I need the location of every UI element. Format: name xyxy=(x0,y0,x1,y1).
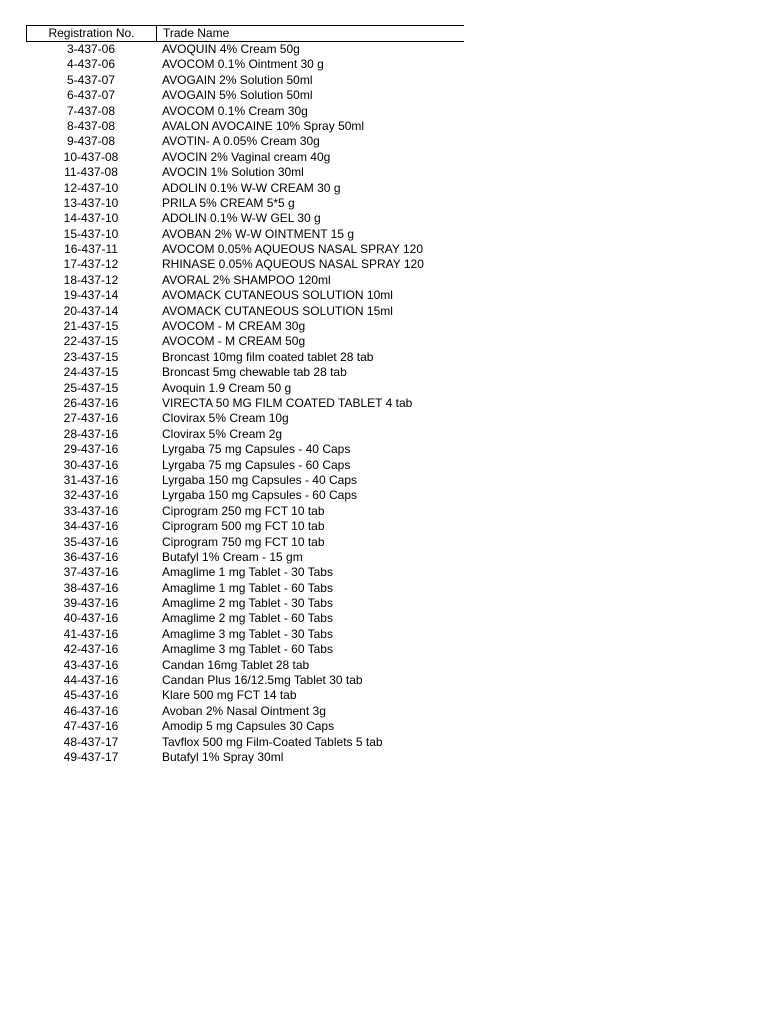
trade-name-cell: RHINASE 0.05% AQUEOUS NASAL SPRAY 120 xyxy=(162,257,424,272)
table-row xyxy=(26,750,464,765)
table-row xyxy=(26,150,464,165)
table-row xyxy=(26,104,464,119)
trade-name-cell: Lyrgaba 150 mg Capsules - 40 Caps xyxy=(162,472,357,487)
trade-name-cell: Amaglime 3 mg Tablet - 30 Tabs xyxy=(162,626,333,641)
registration-no-cell: 18-437-12 xyxy=(63,272,119,287)
table-row xyxy=(26,350,464,365)
registration-no-cell: 40-437-16 xyxy=(63,611,119,626)
registration-no-cell: 30-437-16 xyxy=(63,457,119,472)
registration-no-cell: 34-437-16 xyxy=(63,519,119,534)
table-row xyxy=(26,273,464,288)
registration-no-cell: 48-437-17 xyxy=(63,734,119,749)
table-row xyxy=(26,458,464,473)
table-row xyxy=(26,704,464,719)
table-row xyxy=(26,365,464,380)
trade-name-cell: Amodip 5 mg Capsules 30 Caps xyxy=(162,719,335,734)
trade-name-cell: Broncast 10mg film coated tablet 28 tab xyxy=(162,349,374,364)
registration-no-cell: 26-437-16 xyxy=(63,395,119,410)
table-row xyxy=(26,42,464,57)
trade-name-cell: Clovirax 5% Cream 10g xyxy=(162,411,289,426)
trade-name-cell: Amaglime 3 mg Tablet - 60 Tabs xyxy=(162,642,333,657)
registration-no-cell: 5-437-07 xyxy=(66,72,116,87)
table-row xyxy=(26,288,464,303)
table-row xyxy=(26,119,464,134)
table-row xyxy=(26,227,464,242)
trade-name-cell: AVOTIN- A 0.05% Cream 30g xyxy=(162,134,320,149)
trade-name-cell: VIRECTA 50 MG FILM COATED TABLET 4 tab xyxy=(162,395,413,410)
header-registration-no: Registration No. xyxy=(27,26,157,41)
registration-no-cell: 37-437-16 xyxy=(63,565,119,580)
registration-no-cell: 13-437-10 xyxy=(63,195,119,210)
trade-name-cell: Amaglime 2 mg Tablet - 60 Tabs xyxy=(162,611,333,626)
trade-name-cell: Butafyl 1% Spray 30ml xyxy=(162,749,284,764)
registration-no-cell: 43-437-16 xyxy=(63,657,119,672)
trade-name-cell: AVOGAIN 2% Solution 50ml xyxy=(162,72,313,87)
trade-name-cell: AVOCIN 1% Solution 30ml xyxy=(162,165,304,180)
table-row xyxy=(26,627,464,642)
table-row xyxy=(26,304,464,319)
registration-no-cell: 42-437-16 xyxy=(63,642,119,657)
trade-name-cell: Butafyl 1% Cream - 15 gm xyxy=(162,549,303,564)
trade-name-cell: AVOMACK CUTANEOUS SOLUTION 10ml xyxy=(162,288,393,303)
registration-no-cell: 49-437-17 xyxy=(63,749,119,764)
registration-no-cell: 22-437-15 xyxy=(63,334,119,349)
table-row xyxy=(26,473,464,488)
table-row xyxy=(26,550,464,565)
table-row xyxy=(26,658,464,673)
table-row xyxy=(26,642,464,657)
table-row xyxy=(26,504,464,519)
registration-table xyxy=(26,25,464,765)
registration-no-cell: 46-437-16 xyxy=(63,703,119,718)
trade-name-cell: Amaglime 2 mg Tablet - 30 Tabs xyxy=(162,596,333,611)
registration-no-cell: 17-437-12 xyxy=(63,257,119,272)
registration-no-cell: 27-437-16 xyxy=(63,411,119,426)
table-row xyxy=(26,719,464,734)
trade-name-cell: PRILA 5% CREAM 5*5 g xyxy=(162,195,295,210)
table-row xyxy=(26,257,464,272)
table-header xyxy=(26,25,464,42)
trade-name-cell: AVOBAN 2% W-W OINTMENT 15 g xyxy=(162,226,355,241)
trade-name-cell: AVOCOM - M CREAM 30g xyxy=(162,319,306,334)
registration-no-cell: 24-437-15 xyxy=(63,365,119,380)
header-trade-name: Trade Name xyxy=(163,26,230,40)
table-row xyxy=(26,181,464,196)
registration-no-cell: 35-437-16 xyxy=(63,534,119,549)
registration-no-cell: 29-437-16 xyxy=(63,442,119,457)
table-body xyxy=(26,42,464,765)
registration-no-cell: 14-437-10 xyxy=(63,211,119,226)
table-row xyxy=(26,688,464,703)
registration-no-cell: 39-437-16 xyxy=(63,596,119,611)
registration-no-cell: 21-437-15 xyxy=(63,319,119,334)
registration-no-cell: 41-437-16 xyxy=(63,626,119,641)
trade-name-cell: Lyrgaba 150 mg Capsules - 60 Caps xyxy=(162,488,357,503)
table-row xyxy=(26,242,464,257)
trade-name-cell: AVALON AVOCAINE 10% Spray 50ml xyxy=(162,118,365,133)
trade-name-cell: ADOLIN 0.1% W-W GEL 30 g xyxy=(162,211,321,226)
trade-name-cell: AVOGAIN 5% Solution 50ml xyxy=(162,88,313,103)
trade-name-cell: Avoban 2% Nasal Ointment 3g xyxy=(162,703,326,718)
table-row xyxy=(26,442,464,457)
table-row xyxy=(26,488,464,503)
table-row xyxy=(26,596,464,611)
table-row xyxy=(26,196,464,211)
registration-no-cell: 47-437-16 xyxy=(63,719,119,734)
table-row xyxy=(26,535,464,550)
table-row xyxy=(26,581,464,596)
table-row xyxy=(26,211,464,226)
registration-no-cell: 31-437-16 xyxy=(63,472,119,487)
table-row xyxy=(26,519,464,534)
registration-no-cell: 32-437-16 xyxy=(63,488,119,503)
trade-name-cell: AVOCOM 0.05% AQUEOUS NASAL SPRAY 120 xyxy=(162,242,423,257)
trade-name-cell: Amaglime 1 mg Tablet - 60 Tabs xyxy=(162,580,333,595)
registration-no-cell: 38-437-16 xyxy=(63,580,119,595)
table-row xyxy=(26,165,464,180)
trade-name-cell: Lyrgaba 75 mg Capsules - 60 Caps xyxy=(162,457,351,472)
registration-no-cell: 9-437-08 xyxy=(66,134,116,149)
registration-no-cell: 6-437-07 xyxy=(66,88,116,103)
registration-no-cell: 33-437-16 xyxy=(63,503,119,518)
trade-name-cell: AVOCOM - M CREAM 50g xyxy=(162,334,306,349)
registration-no-cell: 28-437-16 xyxy=(63,426,119,441)
registration-no-cell: 8-437-08 xyxy=(66,118,116,133)
trade-name-cell: Lyrgaba 75 mg Capsules - 40 Caps xyxy=(162,442,351,457)
table-row xyxy=(26,611,464,626)
trade-name-cell: Klare 500 mg FCT 14 tab xyxy=(162,688,297,703)
table-row xyxy=(26,73,464,88)
registration-no-cell: 12-437-10 xyxy=(63,180,119,195)
trade-name-cell: AVOQUIN 4% Cream 50g xyxy=(162,42,300,56)
table-row xyxy=(26,396,464,411)
trade-name-cell: Ciprogram 500 mg FCT 10 tab xyxy=(162,519,325,534)
registration-no-cell: 25-437-15 xyxy=(63,380,119,395)
trade-name-cell: Ciprogram 750 mg FCT 10 tab xyxy=(162,534,325,549)
trade-name-cell: AVORAL 2% SHAMPOO 120ml xyxy=(162,272,331,287)
table-row xyxy=(26,735,464,750)
table-row xyxy=(26,411,464,426)
registration-no-cell: 7-437-08 xyxy=(66,103,116,118)
trade-name-cell: AVOCOM 0.1% Cream 30g xyxy=(162,103,308,118)
registration-no-cell: 23-437-15 xyxy=(63,349,119,364)
table-row xyxy=(26,673,464,688)
registration-no-cell: 16-437-11 xyxy=(64,242,118,257)
trade-name-cell: Candan Plus 16/12.5mg Tablet 30 tab xyxy=(162,673,363,688)
registration-no-cell: 15-437-10 xyxy=(63,226,119,241)
trade-name-cell: Candan 16mg Tablet 28 tab xyxy=(162,657,310,672)
table-row xyxy=(26,381,464,396)
table-row xyxy=(26,319,464,334)
table-row xyxy=(26,57,464,72)
trade-name-cell: Broncast 5mg chewable tab 28 tab xyxy=(162,365,347,380)
registration-no-cell: 10-437-08 xyxy=(63,149,119,164)
trade-name-cell: Avoquin 1.9 Cream 50 g xyxy=(162,380,292,395)
registration-no-cell: 44-437-16 xyxy=(63,673,119,688)
registration-no-cell: 19-437-14 xyxy=(63,288,119,303)
trade-name-cell: Ciprogram 250 mg FCT 10 tab xyxy=(162,503,325,518)
table-row xyxy=(26,427,464,442)
trade-name-cell: AVOMACK CUTANEOUS SOLUTION 15ml xyxy=(162,303,393,318)
registration-no-cell: 36-437-16 xyxy=(63,549,119,564)
registration-no-cell: 4-437-06 xyxy=(66,57,116,72)
trade-name-cell: ADOLIN 0.1% W-W CREAM 30 g xyxy=(162,180,341,195)
trade-name-cell: Amaglime 1 mg Tablet - 30 Tabs xyxy=(162,565,333,580)
trade-name-cell: AVOCOM 0.1% Ointment 30 g xyxy=(162,57,324,72)
table-row xyxy=(26,334,464,349)
table-row xyxy=(26,88,464,103)
registration-no-cell: 3-437-06 xyxy=(66,42,116,56)
table-row xyxy=(26,565,464,580)
registration-no-cell: 45-437-16 xyxy=(63,688,119,703)
table-row xyxy=(26,134,464,149)
registration-no-cell: 20-437-14 xyxy=(63,303,119,318)
trade-name-cell: Clovirax 5% Cream 2g xyxy=(162,426,283,441)
trade-name-cell: AVOCIN 2% Vaginal cream 40g xyxy=(162,149,331,164)
trade-name-cell: Tavflox 500 mg Film-Coated Tablets 5 tab xyxy=(162,734,383,749)
registration-no-cell: 11-437-08 xyxy=(64,165,118,180)
